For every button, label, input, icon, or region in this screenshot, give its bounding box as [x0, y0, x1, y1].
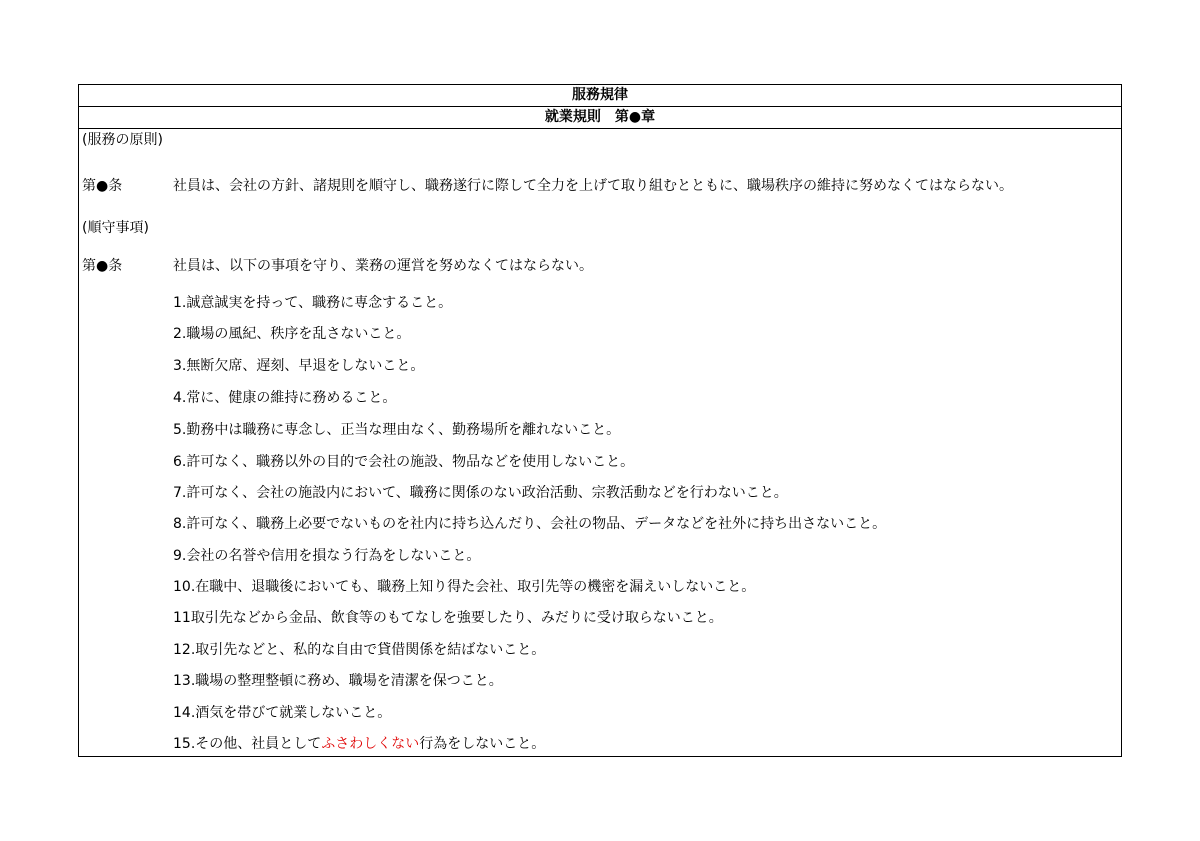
- list-item: 6.許可なく、職務以外の目的で会社の施設、物品などを使用しないこと。: [173, 454, 635, 470]
- list-item: 14.酒気を帯びて就業しないこと。: [173, 705, 392, 721]
- list-item: 3.無断欠席、遅刻、早退をしないこと。: [173, 358, 425, 374]
- item-highlight: ふさわしくない: [321, 736, 420, 752]
- list-item: 1.誠意誠実を持って、職務に専念すること。: [173, 295, 453, 311]
- list-item: 9.会社の名誉や信用を損なう行為をしないこと。: [173, 548, 481, 564]
- item-prefix: 15.その他、社員として: [173, 736, 322, 752]
- document-subtitle: 就業規則 第●章: [79, 107, 1121, 129]
- section-heading-principles: (服務の原則): [82, 132, 163, 148]
- article-text: 社員は、会社の方針、諸規則を順守し、職務遂行に際して全力を上げて取り組むとともに、職場秩序の維持に努めなくてはならない。: [173, 178, 1013, 194]
- section-heading-compliance: (順守事項): [82, 220, 149, 236]
- document-title: 服務規律: [79, 85, 1121, 107]
- list-item: 4.常に、健康の維持に務めること。: [173, 390, 397, 406]
- article-text: 社員は、以下の事項を守り、業務の運営を努めなくてはならない。: [173, 258, 593, 274]
- list-item: 5.勤務中は職務に専念し、正当な理由なく、勤務場所を離れないこと。: [173, 422, 621, 438]
- list-item: 12.取引先などと、私的な自由で貸借関係を結ばないこと。: [173, 642, 546, 658]
- list-item: 11取引先などから金品、飲食等のもてなしを強要したり、みだりに受け取らないこと。: [173, 610, 723, 626]
- list-item: 13.職場の整理整頓に務め、職場を清潔を保つこと。: [173, 673, 503, 689]
- item-suffix: 行為をしないこと。: [419, 736, 546, 752]
- list-item-last: [173, 735, 545, 753]
- article-label: 第●条: [82, 178, 123, 194]
- list-item: 7.許可なく、会社の施設内において、職務に関係のない政治活動、宗教活動などを行わないこと。: [173, 485, 788, 501]
- list-item: 2.職場の風紀、秩序を乱さないこと。: [173, 326, 411, 342]
- document-sheet: [78, 84, 1122, 757]
- list-item: 8.許可なく、職務上必要でないものを社内に持ち込んだり、会社の物品、データなどを社外に持ち出さないこと。: [173, 516, 887, 532]
- list-item: 10.在職中、退職後においても、職務上知り得た会社、取引先等の機密を漏えいしないこと。: [173, 579, 756, 595]
- article-label: 第●条: [82, 258, 123, 274]
